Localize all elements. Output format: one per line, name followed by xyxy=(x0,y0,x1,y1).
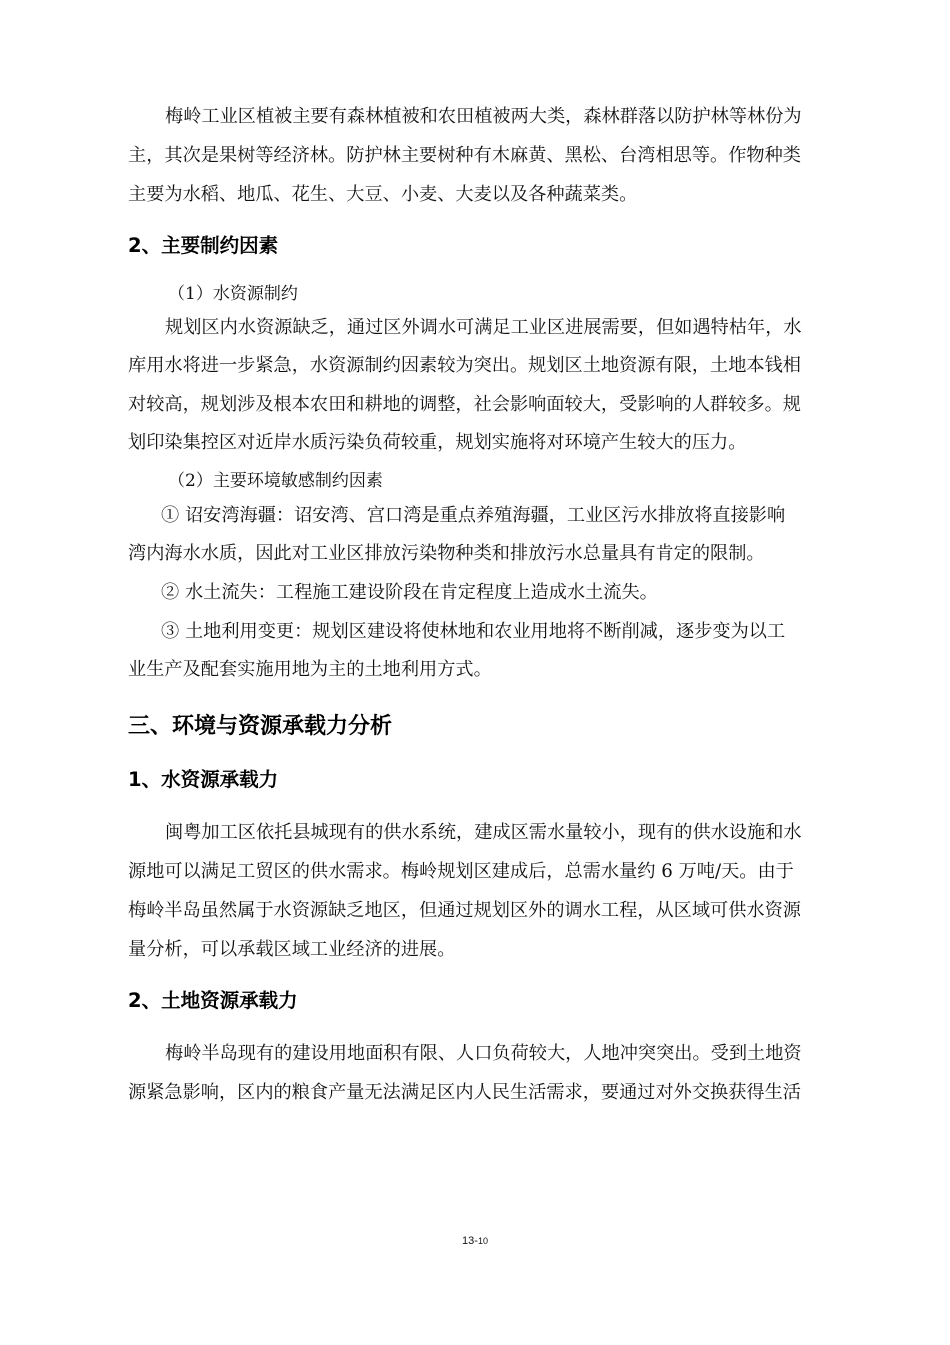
paragraph-line: 主要为水稻、地瓜、花生、大豆、小麦、大麦以及各种蔬菜类。 xyxy=(128,184,638,205)
section-heading: 1、水资源承载力 xyxy=(128,768,279,791)
section-heading: 2、主要制约因素 xyxy=(128,234,279,257)
list-item-line: ① 诏安湾海疆：诏安湾、宫口湾是重点养殖海疆，工业区污水排放将直接影响 xyxy=(161,505,786,526)
paragraph-line: 量分析，可以承载区域工业经济的进展。 xyxy=(128,939,456,960)
paragraph-line: 梅岭半岛现有的建设用地面积有限、人口负荷较大，人地冲突突出。受到土地资 xyxy=(165,1043,802,1064)
paragraph-line: 梅岭工业区植被主要有森林植被和农田植被两大类，森林群落以防护林等林份为 xyxy=(165,106,802,127)
list-item-line: ③ 土地利用变更：规划区建设将使林地和农业用地将不断削减，逐步变为以工 xyxy=(161,621,786,642)
list-item-line: 湾内海水水质，因此对工业区排放污染物种类和排放污水总量具有肯定的限制。 xyxy=(128,543,765,564)
paragraph-line: 规划区内水资源缺乏，通过区外调水可满足工业区进展需要，但如遇特枯年，水 xyxy=(165,317,802,338)
paragraph-line: 库用水将进一步紧急，水资源制约因素较为突出。规划区土地资源有限，土地本钱相 xyxy=(128,355,801,376)
paragraph-line: 闽粤加工区依托县城现有的供水系统，建成区需水量较小，现有的供水设施和水 xyxy=(165,822,802,843)
list-item-line: ② 水土流失：工程施工建设阶段在肯定程度上造成水土流失。 xyxy=(161,582,658,603)
paragraph-line: 主，其次是果树等经济林。防护林主要树种有木麻黄、黑松、台湾相思等。作物种类 xyxy=(128,145,801,166)
page-number-main: 13- xyxy=(462,1235,478,1247)
subsection-title: （1）水资源制约 xyxy=(168,284,298,304)
paragraph-line: 划印染集控区对近岸水质污染负荷较重，规划实施将对环境产生较大的压力。 xyxy=(128,432,747,453)
page-number-sub: 10 xyxy=(477,1236,488,1246)
paragraph-line: 源地可以满足工贸区的供水需求。梅岭规划区建成后，总需水量约 6 万吨/天。由于 xyxy=(128,861,794,882)
section-heading: 2、土地资源承载力 xyxy=(128,989,298,1012)
page-number xyxy=(0,1235,950,1247)
subsection-title: （2）主要环境敏感制约因素 xyxy=(168,471,383,491)
paragraph-line: 源紧急影响，区内的粮食产量无法满足区内人民生活需求，要通过对外交换获得生活 xyxy=(128,1082,801,1103)
paragraph-line: 对较高，规划涉及根本农田和耕地的调整，社会影响面较大，受影响的人群较多。规 xyxy=(128,394,801,415)
list-item-line: 业生产及配套实施用地为主的土地利用方式。 xyxy=(128,659,492,680)
chapter-heading: 三、环境与资源承载力分析 xyxy=(128,714,393,739)
paragraph-line: 梅岭半岛虽然属于水资源缺乏地区，但通过规划区外的调水工程，从区域可供水资源 xyxy=(128,900,801,921)
